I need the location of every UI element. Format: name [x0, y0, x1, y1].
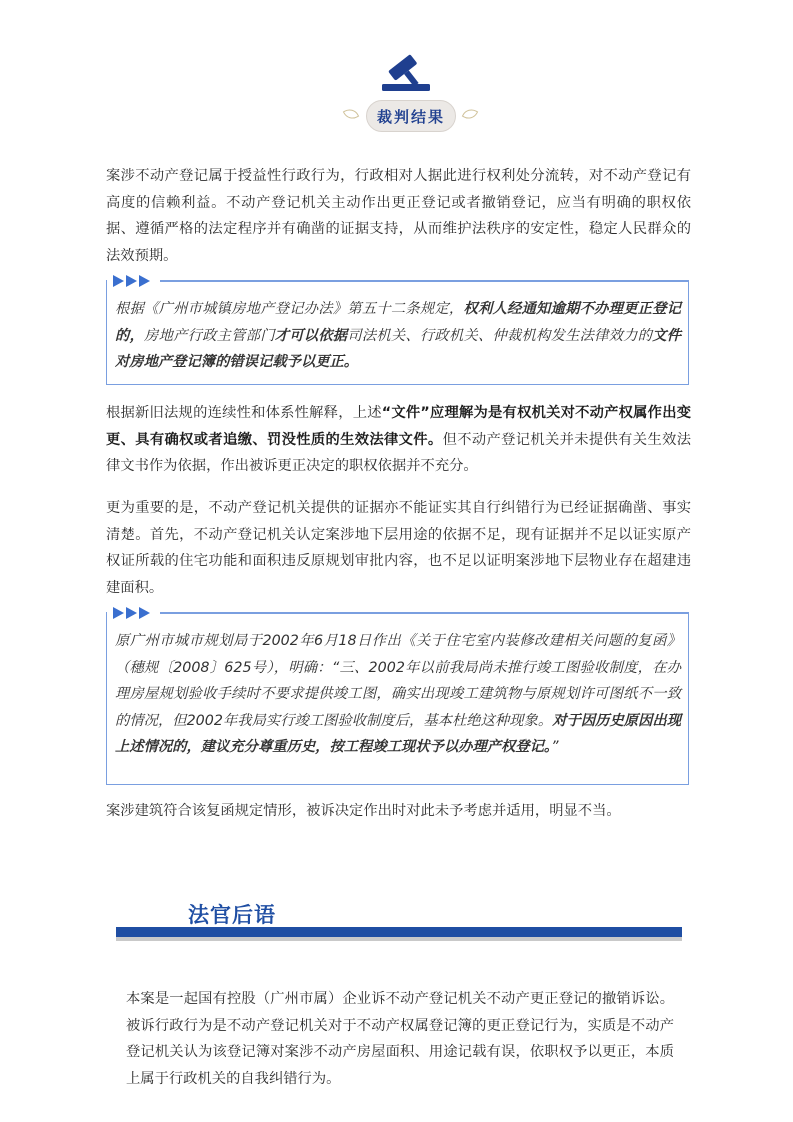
paragraph-5: 本案是一起国有控股（广州市属）企业诉不动产登记机关不动产更正登记的撤销诉讼。被诉行政行为是不动产登记机关对于不动产权属登记簿的更正登记行为，实质是不动产登记机关认为该登记簿对案涉不动产房屋面积、用途记载有误，依职权予以更正，本质上属于行政机关的自我纠错行为。: [126, 991, 674, 1087]
paragraph-4: 案涉建筑符合该复函规定情形，被诉决定作出时对此未予考虑并适用，明显不当。: [106, 803, 621, 819]
section-title-judge-remarks: 法官后语: [188, 903, 276, 927]
laurel-left-icon: [345, 108, 357, 120]
section-underline: [116, 927, 682, 937]
section-badge-verdict: 裁判结果: [366, 100, 456, 132]
gavel-icon: [376, 52, 436, 98]
quote-2-text: 原广州市城市规划局于2002年6月18日作出《关于住宅室内装修改建相关问题的复函》（穗规〔2008〕625号），明确：“三、2002年以前我局尚未推行竣工图验收制度，在办理房屋规划验收手续时不要求提供竣工图，确实出现竣工建筑物与原规划许可图纸不一致的情况，但2002年我局实行竣工图验收制度后，基本杜绝这种现象。对于因历史原因出现上述情况的，建议充分尊重历史，按工程竣工现状予以办理产权登记。”: [115, 633, 681, 756]
laurel-right-icon: [464, 108, 476, 120]
quote-1-text: 根据《广州市城镇房地产登记办法》第五十二条规定，权利人经通知逾期不办理更正登记的，房地产行政主管部门才可以依据司法机关、行政机关、仲裁机构发生法律效力的文件对房地产登记簿的错误记载予以更正。: [115, 301, 682, 371]
paragraph-2: 根据新旧法规的连续性和体系性解释，上述“文件”应理解为是有权机关对不动产权属作出变更、具有确权或者追缴、罚没性质的生效法律文件。但不动产登记机关并未提供有关生效法律文书作为依据，作出被诉更正决定的职权依据并不充分。: [106, 405, 692, 475]
paragraph-1: 案涉不动产登记属于授益性行政行为，行政相对人据此进行权利处分流转，对不动产登记有高度的信赖利益。不动产登记机关主动作出更正登记或者撤销登记，应当有明确的职权依据、遵循严格的法定程序并有确凿的证据支持，从而维护法秩序的安定性，稳定人民群众的法效预期。: [106, 168, 691, 264]
section-underline-shadow: [116, 937, 682, 941]
paragraph-3: 更为重要的是，不动产登记机关提供的证据亦不能证实其自行纠错行为已经证据确凿、事实清楚。首先，不动产登记机关认定案涉地下层用途的依据不足，现有证据并不足以证实原产权证所载的住宅功能和面积违反原规划审批内容，也不足以证明案涉地下层物业存在超建违建面积。: [106, 500, 691, 596]
